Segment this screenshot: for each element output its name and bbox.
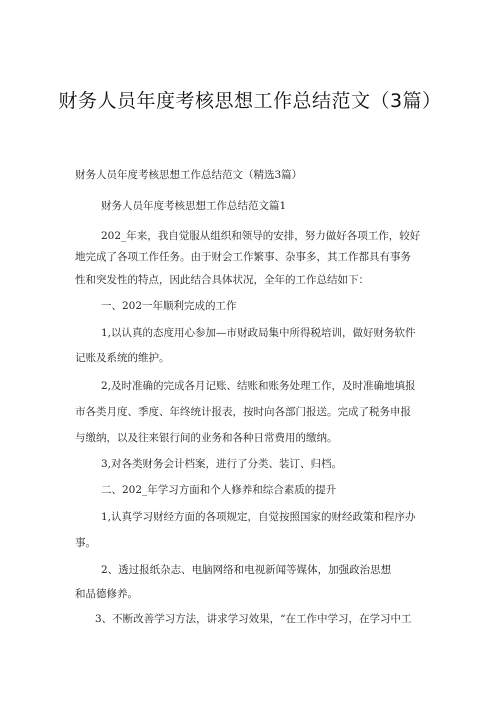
paragraph-line: 1,以认真的态度用心参加—市财政局集中所得税培训，做好财务软件 [101, 327, 416, 339]
section-heading: 一、202一年顺利完成的工作 [101, 300, 237, 312]
section-heading: 二、202_年学习方面和个人修养和综合素质的提升 [101, 484, 337, 496]
document-title: 财务人员年度考核思想工作总结范文（3篇） [58, 90, 442, 112]
paragraph-line: 3,对各类财务会计档案，进行了分类、装订、归档。 [101, 458, 343, 470]
paragraph-line: 地完成了各项工作任务。由于财会工作繁事、杂事多，其工作都具有事务 [75, 251, 411, 263]
paragraph-line: 记账及系统的维护。 [75, 352, 170, 364]
section-heading: 财务人员年度考核思想工作总结范文篇1 [101, 200, 287, 212]
paragraph-line: 性和突发性的特点，因此结合具体状况，全年的工作总结如下： [75, 274, 369, 286]
paragraph-line: 1,认真学习财经方面的各项规定，自觉按照国家的财经政策和程序办 [101, 511, 416, 523]
document-subtitle: 财务人员年度考核思想工作总结范文（精选3篇） [75, 169, 303, 181]
paragraph-line: 3、不断改善学习方法，讲求学习效果，“在工作中学习，在学习中工 [95, 613, 412, 625]
paragraph-line: 与缴纳，以及往来银行间的业务和各种日常费用的缴纳。 [75, 432, 338, 444]
paragraph-line: 事。 [75, 537, 96, 549]
paragraph-line: 2,及时准确的完成各月记账、结账和账务处理工作，及时准确地填报 [101, 380, 416, 392]
paragraph-line: 2、透过报纸杂志、电脑网络和电视新闻等媒体，加强政治思想 [101, 564, 392, 576]
paragraph-line: 市各类月度、季度、年终统计报表，按时向各部门报送。完成了税务申报 [75, 406, 411, 418]
paragraph-line: 和品德修养。 [75, 588, 138, 600]
paragraph-line: 202_年来，我自觉服从组织和领导的安排，努力做好各项工作，较好 [101, 230, 421, 242]
